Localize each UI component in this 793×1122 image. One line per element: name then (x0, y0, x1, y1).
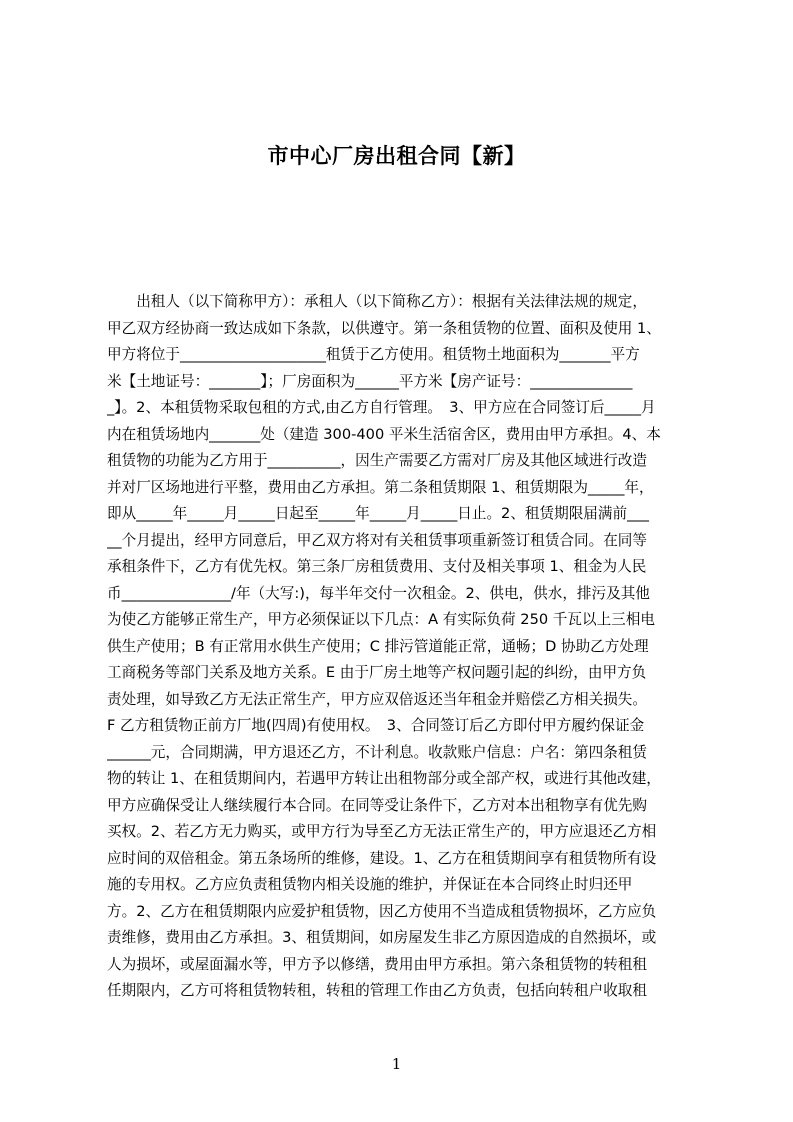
body-line: 人为损坏，或屋面漏水等，甲方予以修缮，费用由甲方承担。第六条租赁物的转租租 (107, 955, 647, 973)
page-number: 1 (391, 1055, 402, 1073)
body-line: 即从_____年_____月_____日起至_____年_____月_____日止。2、租赁期限届满前___ (107, 505, 649, 522)
body-line: 物的转让 1、在租赁期间内，若遇甲方转让出租物部分或全部产权，或进行其他改建， (107, 770, 661, 787)
body-line: 买权。2、若乙方无力购买，或甲方行为导至乙方无法正常生产的，甲方应退还乙方相 (107, 823, 657, 840)
body-line: 工商税务等部门关系及地方关系。E 由于厂房土地等产权问题引起的纠纷，由甲方负 (107, 664, 647, 681)
body-line: ______元，合同期满，甲方退还乙方，不计利息。收款账户信息：户名：第四条租赁 (107, 743, 647, 761)
contract-body (107, 289, 699, 1005)
body-line: 出租人（以下简称甲方）：承租人（以下简称乙方）：根据有关法律法规的规定， (107, 293, 647, 310)
body-line: __个月提出，经甲方同意后，甲乙双方将对有关租赁事项重新签订租赁合同。在同等 (107, 531, 647, 549)
body-line: 责维修，费用由乙方承担。3、租赁期间，如房屋发生非乙方原因造成的自然损坏，或 (107, 929, 657, 946)
body-line: 承租条件下，乙方有优先权。第三条厂房租赁费用、支付及相关事项 1、租金为人民 (107, 558, 647, 575)
body-line: 任期限内，乙方可将租赁物转租，转租的管理工作由乙方负责，包括向转租户收取租 (107, 982, 647, 999)
body-line: F 乙方租赁物正前方厂地(四周)有使用权。 3、合同签订后乙方即付甲方履约保证金 (107, 717, 645, 734)
body-line: 甲方将位于____________________租赁于乙方使用。租赁物土地面积为_______平方 (107, 346, 640, 363)
body-line: 应时间的双倍租金。第五条场所的维修，建设。1、乙方在租赁期间享有租赁物所有设 (107, 849, 657, 867)
body-line: 租赁物的功能为乙方用于__________，因生产需要乙方需对厂房及其他区域进行改造 (107, 452, 647, 469)
body-line: 甲方应确保受让人继续履行本合同。在同等受让条件下，乙方对本出租物享有优先购 (107, 796, 647, 814)
body-line: 币_______________/年（大写:)，每半年交付一次租金。2、供电，供水，排污及其他 (107, 584, 650, 602)
body-line: 内在租赁场地内_______处（建造 300-400 平米生活宿舍区，费用由甲方承担。4、本 (107, 425, 661, 443)
body-line: 为使乙方能够正常生产，甲方必须保证以下几点：A 有实际负荷 250 千瓦以上三相电 (107, 611, 655, 628)
body-line: 并对厂区场地进行平整，费用由乙方承担。第二条租赁期限 1、租赁期限为_____年， (107, 478, 654, 496)
document-title: 市中心厂房出租合同【新】 (267, 144, 526, 168)
body-line: 方。2、乙方在租赁期限内应爱护租赁物，因乙方使用不当造成租赁物损坏，乙方应负 (107, 902, 657, 920)
body-line: 责处理，如导致乙方无法正常生产，甲方应双倍返还当年租金并赔偿乙方相关损失。 (107, 690, 647, 708)
body-line: 米【土地证号：_______】；厂房面积为______平方米【房产证号：______________ (107, 372, 633, 390)
body-line: _】。2、本租赁物采取包租的方式,由乙方自行管理。 3、甲方应在合同签订后_____月 (107, 399, 656, 416)
body-line: 甲乙双方经协商一致达成如下条款，以供遵守。第一条租赁物的位置、面积及使用 1、 (107, 319, 661, 337)
body-line: 供生产使用；B 有正常用水供生产使用；C 排污管道能正常，通畅；D 协助乙方处理 (107, 637, 649, 655)
body-line: 施的专用权。乙方应负责租赁物内相关设施的维护，并保证在本合同终止时归还甲 (107, 876, 633, 893)
